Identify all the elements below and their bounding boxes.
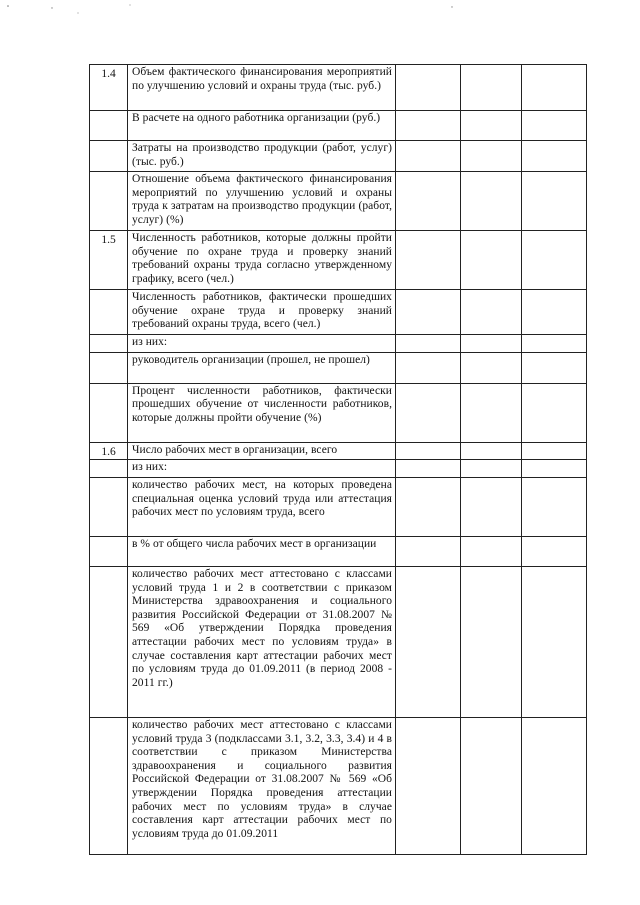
value-cell — [522, 141, 587, 172]
row-number — [90, 141, 128, 172]
value-cell — [461, 141, 522, 172]
value-cell — [396, 383, 461, 442]
value-cell — [461, 111, 522, 141]
table-row — [90, 383, 587, 442]
value-cell — [396, 566, 461, 717]
value-cell — [522, 383, 587, 442]
value-cell — [396, 442, 461, 460]
row-number — [90, 383, 128, 442]
row-description: Численность работников, фактически прошедших обучение охране труда и проверку знаний требований охраны труда, всего (чел.) — [128, 290, 396, 335]
value-cell — [461, 442, 522, 460]
value-cell — [396, 231, 461, 290]
value-cell — [396, 290, 461, 335]
value-cell — [461, 65, 522, 111]
row-description: Число рабочих мест в организации, всего — [128, 442, 396, 460]
row-number — [90, 477, 128, 536]
value-cell — [522, 172, 587, 231]
value-cell — [396, 141, 461, 172]
table-row — [90, 717, 587, 854]
table-row — [90, 231, 587, 290]
row-number — [90, 536, 128, 566]
row-number — [90, 566, 128, 717]
value-cell — [461, 383, 522, 442]
row-description: в % от общего числа рабочих мест в организации — [128, 536, 396, 566]
value-cell — [461, 536, 522, 566]
value-cell — [396, 477, 461, 536]
value-cell — [461, 335, 522, 353]
value-cell — [396, 172, 461, 231]
value-cell — [461, 477, 522, 536]
row-description: количество рабочих мест, на которых проведена специальная оценка условий труда или аттестация рабочих мест по условиям труда, всего — [128, 477, 396, 536]
value-cell — [461, 352, 522, 383]
value-cell — [396, 536, 461, 566]
scan-specks — [0, 0, 640, 30]
value-cell — [522, 536, 587, 566]
row-description: Затраты на производство продукции (работ, услуг) (тыс. руб.) — [128, 141, 396, 172]
value-cell — [461, 460, 522, 478]
row-description: из них: — [128, 460, 396, 478]
table-row — [90, 442, 587, 460]
row-number: 1.4 — [90, 65, 128, 111]
row-number — [90, 290, 128, 335]
table-row — [90, 335, 587, 353]
row-description: количество рабочих мест аттестовано с классами условий труда 1 и 2 в соответствии с приказом Министерства здравоохранения и социального развития Российской Федерации от 31.08.2007 № 569 «Об утверждении Порядка проведения аттестации рабочих мест по условиям труда» в случае составления карт аттестации рабочих мест по условиям труда до 01.09.2011 (в период 2008 - 2011 гг.) — [128, 566, 396, 717]
row-description: Объем фактического финансирования мероприятий по улучшению условий и охраны труда (тыс. руб.) — [128, 65, 396, 111]
table-row — [90, 65, 587, 111]
row-number — [90, 460, 128, 478]
value-cell — [522, 460, 587, 478]
value-cell — [461, 172, 522, 231]
row-description: В расчете на одного работника организации (руб.) — [128, 111, 396, 141]
value-cell — [396, 335, 461, 353]
value-cell — [522, 65, 587, 111]
table-row — [90, 566, 587, 717]
row-number: 1.5 — [90, 231, 128, 290]
row-number: 1.6 — [90, 442, 128, 460]
value-cell — [396, 717, 461, 854]
value-cell — [396, 65, 461, 111]
value-cell — [522, 717, 587, 854]
value-cell — [522, 290, 587, 335]
value-cell — [522, 442, 587, 460]
table-row — [90, 172, 587, 231]
value-cell — [522, 231, 587, 290]
table-row — [90, 460, 587, 478]
value-cell — [396, 352, 461, 383]
value-cell — [461, 290, 522, 335]
row-description: количество рабочих мест аттестовано с классами условий труда 3 (подклассами 3.1, 3.2, 3.3, 3.4) и 4 в соответствии с приказом Министерства здравоохранения и социального развития Российской Федерации от 31.08.2007 № 569 «Об утверждении Порядка проведения аттестации рабочих мест по условиям труда» в случае составления карт аттестации рабочих мест по условиям труда до 01.09.2011 — [128, 717, 396, 854]
table-row — [90, 141, 587, 172]
row-description: из них: — [128, 335, 396, 353]
value-cell — [461, 717, 522, 854]
table-row — [90, 536, 587, 566]
value-cell — [522, 477, 587, 536]
value-cell — [461, 566, 522, 717]
row-description: Процент численности работников, фактически прошедших обучение от численности работников, которые должны пройти обучение (%) — [128, 383, 396, 442]
table-row — [90, 477, 587, 536]
value-cell — [522, 566, 587, 717]
table-row — [90, 352, 587, 383]
table-row — [90, 290, 587, 335]
row-description: руководитель организации (прошел, не прошел) — [128, 352, 396, 383]
row-number — [90, 717, 128, 854]
row-number — [90, 352, 128, 383]
value-cell — [396, 111, 461, 141]
row-description: Отношение объема фактического финансирования мероприятий по улучшению условий и охраны труда к затратам на производство продукции (работ, услуг) (%) — [128, 172, 396, 231]
labor-safety-table — [89, 64, 587, 855]
value-cell — [396, 460, 461, 478]
value-cell — [522, 352, 587, 383]
table-row — [90, 111, 587, 141]
row-number — [90, 172, 128, 231]
value-cell — [522, 111, 587, 141]
value-cell — [461, 231, 522, 290]
value-cell — [522, 335, 587, 353]
row-number — [90, 111, 128, 141]
row-description: Численность работников, которые должны пройти обучение по охране труда и проверку знаний требований охраны труда согласно утвержденному графику, всего (чел.) — [128, 231, 396, 290]
row-number — [90, 335, 128, 353]
